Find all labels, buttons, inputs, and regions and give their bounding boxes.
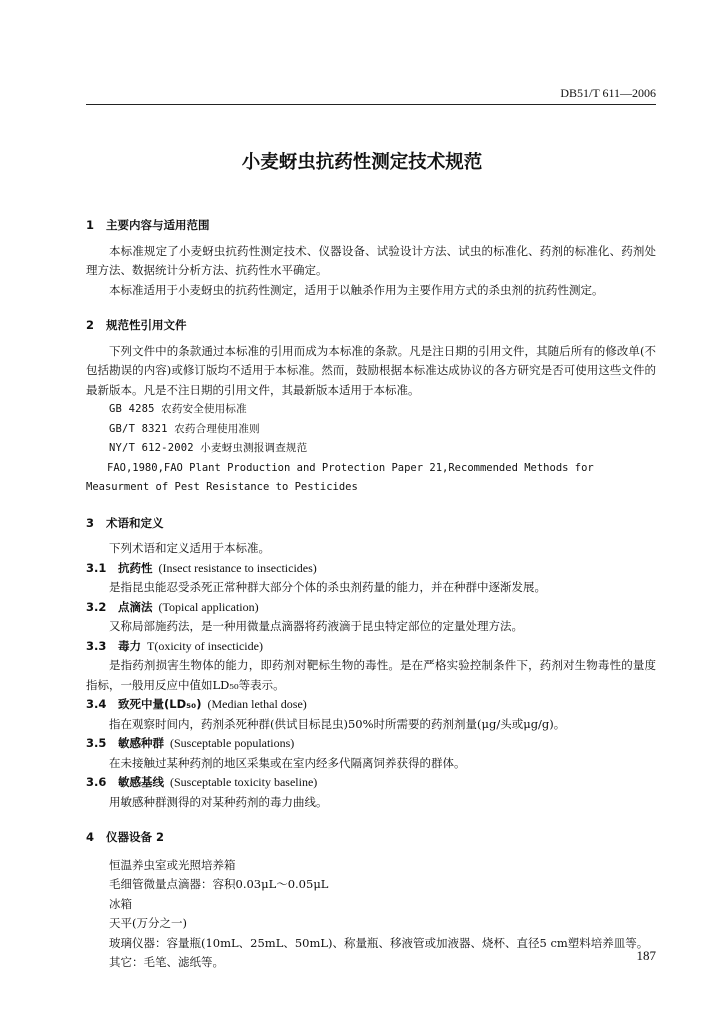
term-3-1: 3.1 抗药性 (Insect resistance to insecticides): [86, 560, 317, 575]
equipment-item: 毛细管微量点滴器：容积0.03μL～0.05μL: [109, 877, 329, 891]
reference-1: GB 4285 农药安全使用标准: [109, 403, 247, 415]
term-3-5: 3.5 敏感种群 (Susceptable populations): [86, 736, 295, 750]
document-body: [86, 210, 656, 973]
page-number: 187: [636, 948, 656, 963]
equipment-item: 玻璃仪器：容量瓶(10mL、25mL、50mL)、称量瓶、移液管或加液器、烧杯、直径5 cm塑料培养皿等。: [109, 935, 649, 950]
equipment-item: 冰箱: [109, 896, 132, 911]
section-4-heading: 4 仪器设备 2: [86, 830, 165, 844]
term-3-6: 3.6 敏感基线 (Susceptable toxicity baseline): [86, 775, 318, 789]
section-2-heading: 2 规范性引用文件: [86, 318, 187, 332]
term-3-2-definition: 又称局部施药法，是一种用微量点滴器将药液滴于昆虫特定部位的定量处理方法。: [109, 619, 523, 633]
equipment-item: 恒温养虫室或光照培养箱: [109, 857, 236, 872]
equipment-item: 其它：毛笔、滤纸等。: [109, 955, 224, 969]
section-3-intro: 下列术语和定义适用于本标准。: [109, 541, 270, 555]
standard-code: DB51/T 611—2006: [560, 86, 656, 100]
reference-2: GB/T 8321 农药合理使用准则: [109, 422, 260, 435]
section-2-para: 下列文件中的条款通过本标准的引用而成为本标准的条款。凡是注日期的引用文件，其随后所有的修改单(不包括勘误的内容)或修订版均不适用于本标准。然而，鼓励根据本标准达成协议的各方研究是否可使用这些文件的最新版本。凡是不注日期的引用文件，其最新版本适用于本标准。: [86, 343, 656, 397]
section-3-heading: 3 术语和定义: [86, 515, 164, 530]
section-1-para-1: 本标准规定了小麦蚜虫抗药性测定技术、仪器设备、试验设计方法、试虫的标准化、药剂的标准化、药剂处理方法、数据统计分析方法、抗药性水平确定。: [86, 243, 656, 277]
term-3-3: 3.3 毒力 T(oxicity of insecticide): [86, 638, 263, 653]
term-3-5-definition: 在未接触过某种药剂的地区采集或在室内经多代隔离饲养获得的群体。: [109, 755, 466, 770]
reference-3: NY/T 612-2002 小麦蚜虫测报调查规范: [109, 442, 308, 454]
reference-4: FAO,1980,FAO Plant Production and Protection Paper 21,Recommended Methods for Measurment of Pest Resistance to Pesticides: [86, 461, 594, 493]
header-rule: [86, 104, 656, 105]
term-3-2: 3.2 点滴法 (Topical application): [86, 599, 259, 614]
document-title: 小麦蚜虫抗药性测定技术规范: [241, 152, 483, 173]
term-3-4: 3.4 致死中量(LD₅₀) (Median lethal dose): [86, 697, 307, 711]
term-3-4-definition: 指在观察时间内，药剂杀死种群(供试目标昆虫)50%时所需要的药剂剂量(μg/头或μg/g)。: [109, 716, 566, 731]
term-3-6-definition: 用敏感种群测得的对某种药剂的毒力曲线。: [109, 794, 328, 809]
section-1-heading: 1 主要内容与适用范围: [86, 218, 210, 232]
equipment-item: 天平(万分之一): [109, 916, 187, 930]
term-3-3-definition: 是指药剂损害生物体的能力，即药剂对靶标生物的毒性。是在严格实验控制条件下，药剂对生物毒性的量度指标，一般用反应中值如LD₅₀等表示。: [86, 658, 656, 692]
section-1-para-2: 本标准适用于小麦蚜虫的抗药性测定，适用于以触杀作用为主要作用方式的杀虫剂的抗药性测定。: [109, 282, 604, 297]
term-3-1-definition: 是指昆虫能忍受杀死正常种群大部分个体的杀虫剂药量的能力，并在种群中逐渐发展。: [109, 580, 546, 594]
